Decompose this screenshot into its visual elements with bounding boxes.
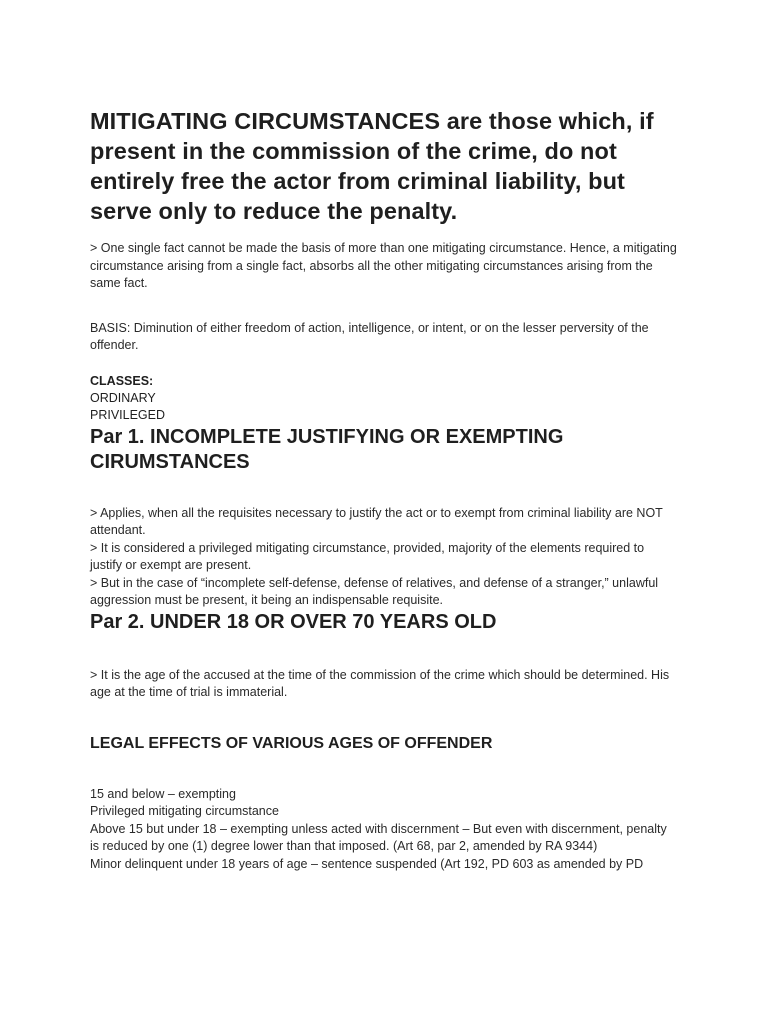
class-item-privileged: PRIVILEGED [90,408,166,422]
legal-effects-line: Privileged mitigating circumstance [90,804,279,818]
par1-point: > Applies, when all the requisites necessary to justify the act or to exempt from criminal liability are NOT attendant. [90,505,663,537]
par1-heading: Par 1. INCOMPLETE JUSTIFYING OR EXEMPTING CIRUMSTANCES [90,425,564,473]
par1-point: > But in the case of “incomplete self-defense, defense of relatives, and defense of a stranger,” unlawful aggression must be present, it being an indispensable requisite. [90,575,659,607]
classes-block [90,372,678,425]
intro-paragraph: > One single fact cannot be made the basis of more than one mitigating circumstance. Hence, a mitigating circumstance arising from a single fact, absorbs all the other mitigating circumstances arising from the same fact. [90,241,677,290]
legal-effects-line: 15 and below – exempting [90,786,236,801]
par1-points [90,505,678,610]
legal-effects-line: Above 15 but under 18 – exempting unless acted with discernment – But even with discernment, penalty is reduced by one (1) degree lower than that imposed. (Art 68, par 2, amended by RA 9344) [90,821,667,853]
legal-effects-list [90,786,678,874]
legal-effects-line: Minor delinquent under 18 years of age – sentence suspended (Art 192, PD 603 as amended by PD [90,856,644,871]
basis-paragraph: BASIS: Diminution of either freedom of action, intelligence, or intent, or on the lesser perversity of the offender. [90,320,649,352]
par2-point: > It is the age of the accused at the time of the commission of the crime which should be determined. His age at the time of trial is immaterial. [90,667,670,699]
classes-label: CLASSES: [90,373,154,388]
par1-point: > It is considered a privileged mitigating circumstance, provided, majority of the elements required to justify or exempt are present. [90,540,645,572]
legal-effects-heading: LEGAL EFFECTS OF VARIOUS AGES OF OFFENDER [90,734,493,752]
lead-heading: MITIGATING CIRCUMSTANCES are those which, if present in the commission of the crime, do not entirely free the actor from criminal liability, but serve only to reduce the penalty. [90,108,654,224]
par2-heading: Par 2. UNDER 18 OR OVER 70 YEARS OLD [90,610,497,633]
class-item-ordinary: ORDINARY [90,390,156,405]
